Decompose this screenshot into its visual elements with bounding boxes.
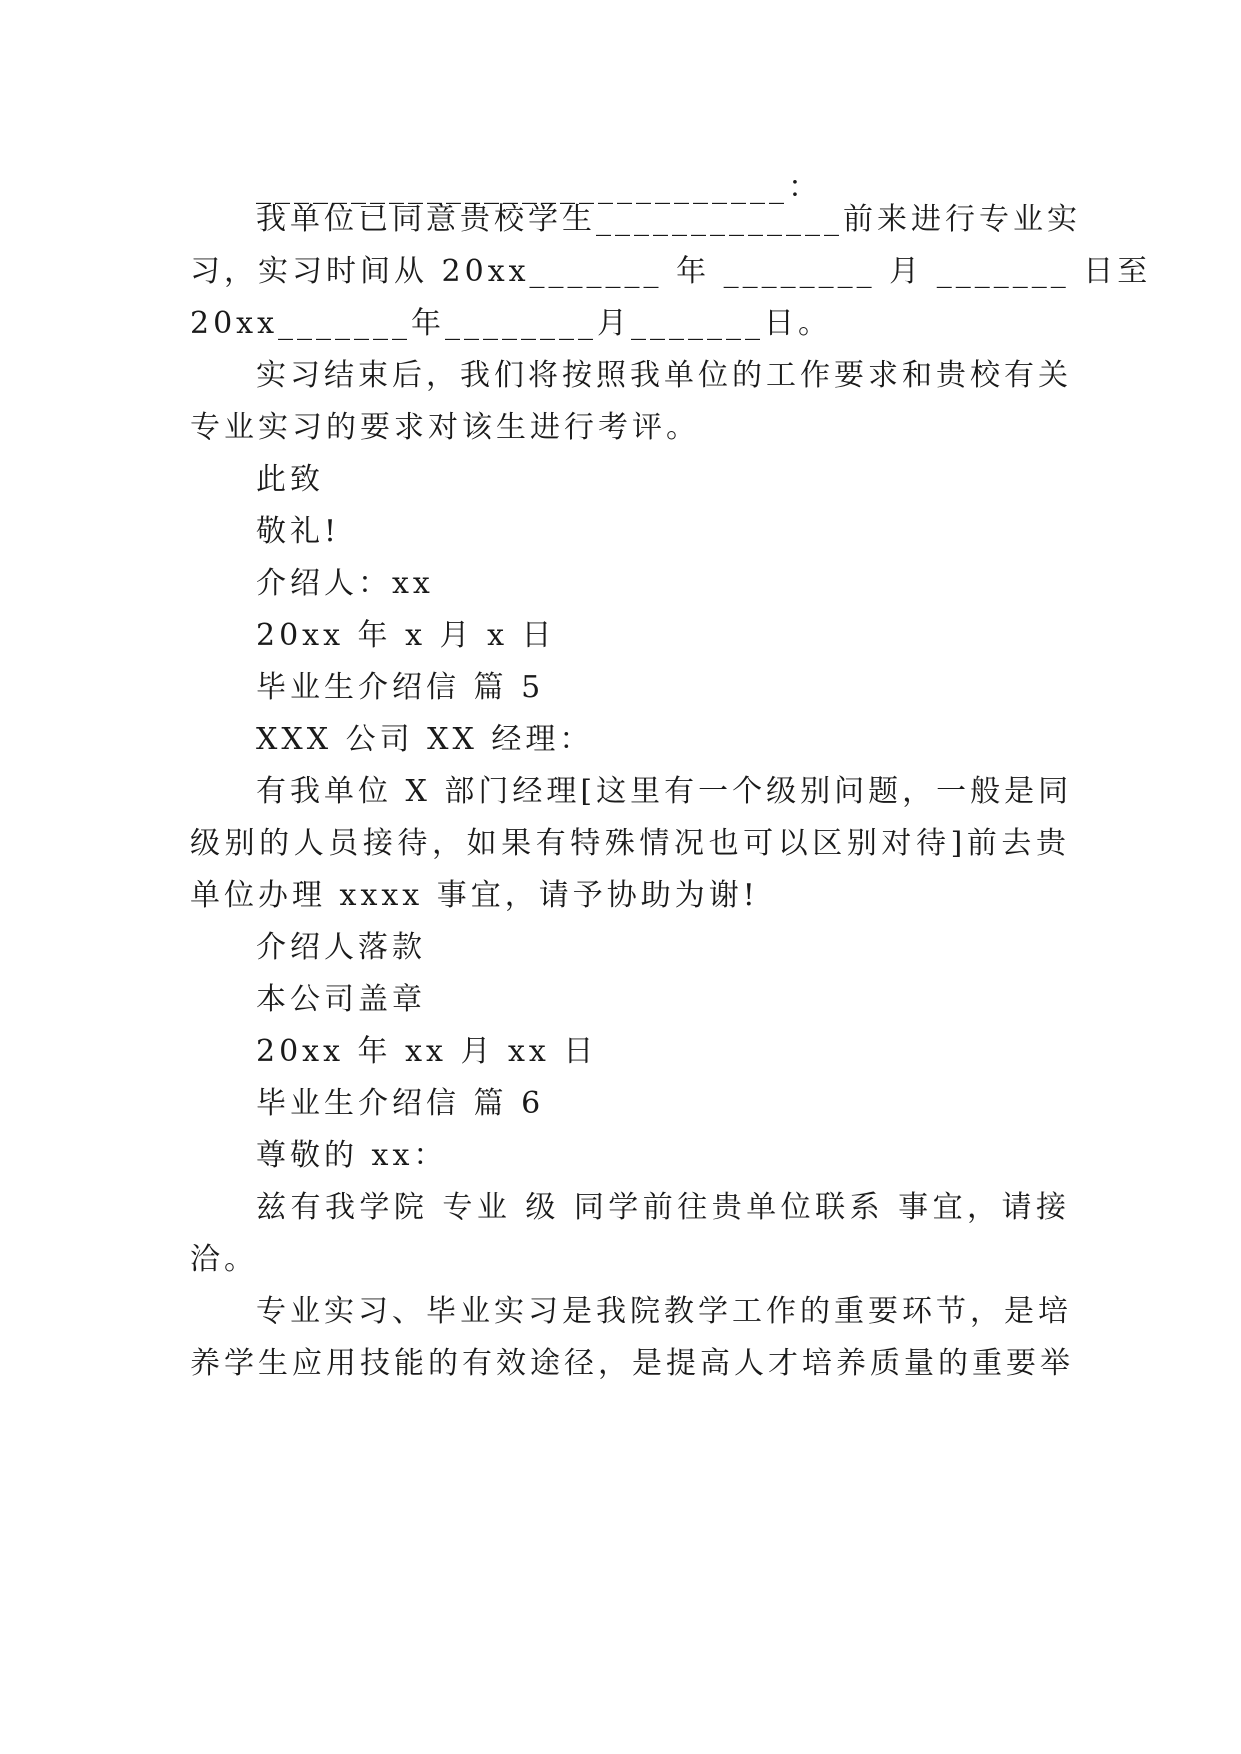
paragraph-line: 专业实习的要求对该生进行考评。 [190, 410, 700, 445]
paragraph-line: 有我单位 X 部门经理[这里有一个级别问题，一般是同 [256, 774, 1073, 809]
paragraph-line: 级别的人员接待，如果有特殊情况也可以区别对待]前去贵 [190, 826, 1070, 861]
seal-line: 本公司盖章 [256, 982, 426, 1017]
paragraph-line: 实习结束后，我们将按照我单位的工作要求和贵校有关 [256, 358, 1072, 393]
paragraph-line: 专业实习、毕业实习是我院教学工作的重要环节，是培 [256, 1294, 1072, 1329]
addressee-line: XXX 公司 XX 经理： [256, 722, 594, 757]
closing-line: 敬礼! [256, 514, 341, 549]
paragraph-line: 养学生应用技能的有效途径，是提高人才培养质量的重要举 [190, 1346, 1074, 1381]
paragraph-line: 习，实习时间从 20xx_______ 年 ________ 月 _______ 日至 [190, 254, 1152, 289]
paragraph-line: 兹有我学院 专业 级 同学前往贵单位联系 事宜，请接 [256, 1190, 1070, 1225]
date-line: 20xx 年 xx 月 xx 日 [256, 1034, 598, 1069]
date-line: 20xx 年 x 月 x 日 [256, 618, 556, 653]
signature-line: 介绍人落款 [256, 930, 426, 965]
addressee-blank-line: ____________________________： [256, 170, 822, 205]
signature-line: 介绍人：xx [256, 566, 434, 601]
paragraph-line: 20xx_______年________月_______日。 [190, 306, 833, 341]
paragraph-line: 单位办理 xxxx 事宜，请予协助为谢! [190, 878, 759, 913]
paragraph-line: 我单位已同意贵校学生_____________前来进行专业实 [256, 202, 1081, 237]
section-heading: 毕业生介绍信 篇 6 [256, 1086, 545, 1121]
closing-line: 此致 [256, 462, 324, 497]
addressee-line: 尊敬的 xx： [256, 1138, 448, 1173]
paragraph-line: 洽。 [190, 1242, 258, 1277]
section-heading: 毕业生介绍信 篇 5 [256, 670, 545, 705]
